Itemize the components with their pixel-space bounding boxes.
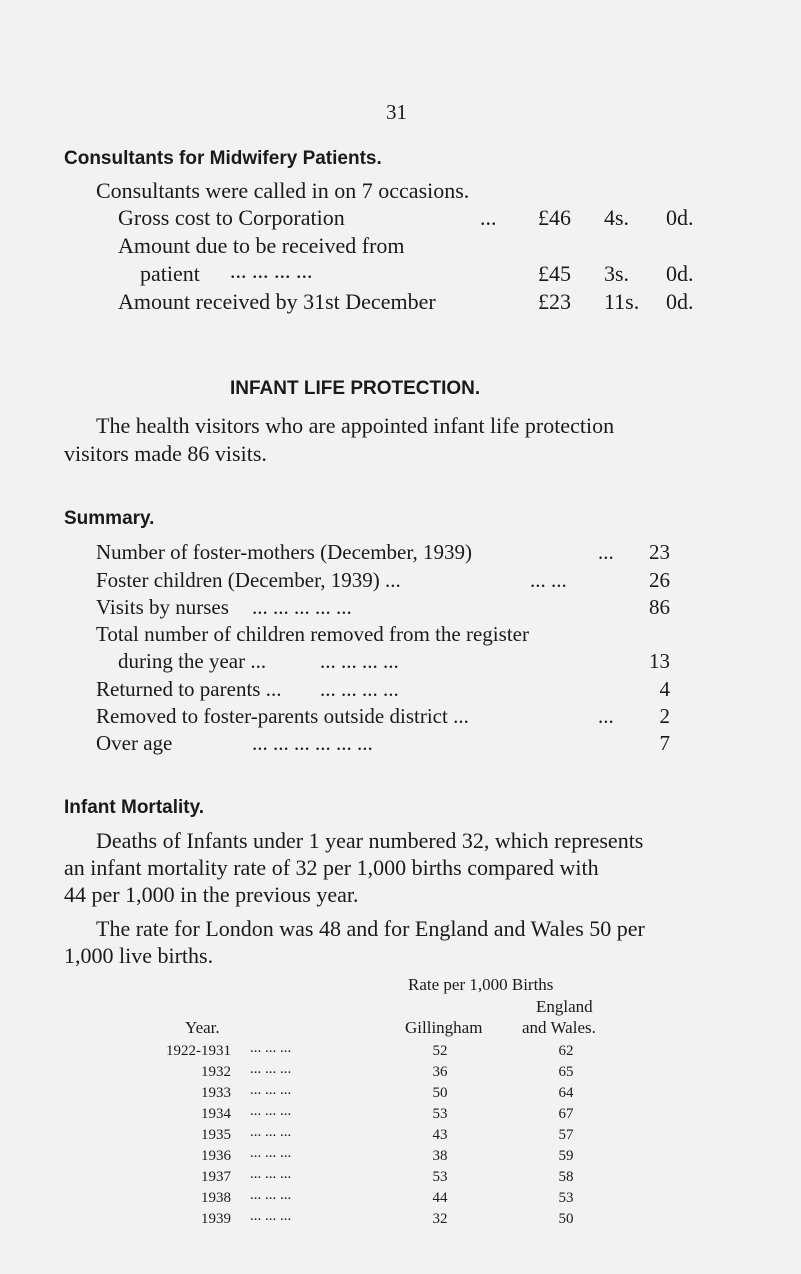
summary-label: Number of foster-mothers (December, 1939) [96,540,473,564]
cost-pence: 0d. [666,289,694,314]
summary-label: Foster children (December, 1939) ... [96,568,401,592]
summary-value: 26 [649,568,670,592]
consultants-heading: Consultants for Midwifery Patients. [64,148,382,169]
cost-pounds: £46 [538,205,571,230]
table-header-gillingham: Gillingham [405,1018,483,1037]
summary-dots: ... ... ... ... ... [252,595,352,619]
mortality-para1-line2: an infant mortality rate of 32 per 1,000 births compared with [64,855,599,880]
mortality-para1-line1: Deaths of Infants under 1 year numbered 32, which represents [96,828,644,853]
table-year: 1934 [201,1106,231,1122]
mortality-para1-line3: 44 per 1,000 in the previous year. [64,882,359,907]
summary-label: Over age [96,731,173,755]
table-england-value: 67 [558,1106,574,1122]
cost-pence: 0d. [666,261,694,286]
infant-life-para-line2: visitors made 86 visits. [64,441,267,466]
table-year: 1933 [201,1085,231,1101]
consultants-intro: Consultants were called in on 7 occasions. [96,178,470,203]
table-year: 1939 [201,1211,231,1227]
table-gillingham-value: 32 [432,1211,448,1227]
mortality-para2-line2: 1,000 live births. [64,943,214,968]
table-dots: ... ... ... [250,1187,292,1203]
summary-value: 13 [649,649,670,673]
summary-dots: ... ... ... ... [320,649,399,673]
table-gillingham-value: 44 [432,1190,448,1206]
table-gillingham-value: 36 [432,1064,448,1080]
table-gillingham-value: 43 [432,1127,448,1143]
cost-dots: ... ... ... ... [230,258,313,283]
table-dots: ... ... ... [250,1208,292,1224]
cost-pence: 0d. [666,205,694,230]
cost-pounds: £23 [538,289,571,314]
table-year: 1936 [201,1148,231,1164]
summary-value: 4 [659,677,670,701]
summary-value: 86 [649,595,670,619]
summary-label: Visits by nurses [96,595,229,619]
cost-label: Gross cost to Corporation [118,205,345,230]
table-england-value: 65 [558,1064,574,1080]
table-dots: ... ... ... [250,1124,292,1140]
table-gillingham-value: 38 [432,1148,448,1164]
infant-mortality-heading: Infant Mortality. [64,797,205,818]
table-england-value: 53 [558,1190,574,1206]
table-gillingham-value: 53 [432,1106,448,1122]
table-england-value: 64 [558,1085,574,1101]
table-header-year: Year. [185,1018,220,1037]
summary-label: Returned to parents ... [96,677,282,701]
table-dots: ... ... ... [250,1082,292,1098]
cost-pounds: £45 [538,261,571,286]
cost-shillings: 11s. [604,289,640,314]
summary-value: 2 [659,704,670,728]
summary-dots: ... [598,704,614,728]
summary-dots: ... ... ... ... ... ... [252,731,373,755]
table-dots: ... ... ... [250,1040,292,1056]
table-dots: ... ... ... [250,1166,292,1182]
table-england-value: 50 [558,1211,574,1227]
table-header-wales: and Wales. [522,1018,596,1037]
cost-shillings: 3s. [604,261,630,286]
table-england-value: 59 [558,1148,574,1164]
table-year: 1922-1931 [166,1043,231,1059]
table-year: 1938 [201,1190,231,1206]
table-gillingham-value: 50 [432,1085,448,1101]
page-number: 31 [386,100,407,124]
summary-heading: Summary. [64,508,155,529]
summary-dots: ... ... [530,568,567,592]
table-year: 1937 [201,1169,231,1185]
table-england-value: 57 [558,1127,574,1143]
summary-dots: ... [598,540,614,564]
table-gillingham-value: 52 [432,1043,448,1059]
cost-dots: ... [480,205,497,230]
summary-label: Removed to foster-parents outside district ... [96,704,469,728]
table-england-value: 62 [558,1043,574,1059]
table-year: 1935 [201,1127,231,1143]
mortality-para2-line1: The rate for London was 48 and for England and Wales 50 per [96,916,645,941]
summary-label: Total number of children removed from the register [96,622,529,646]
table-dots: ... ... ... [250,1061,292,1077]
infant-life-heading: INFANT LIFE PROTECTION. [230,378,481,399]
table-gillingham-value: 53 [432,1169,448,1185]
table-year: 1932 [201,1064,231,1080]
cost-label: Amount received by 31st December [118,289,436,314]
table-england-value: 58 [558,1169,574,1185]
summary-dots: ... ... ... ... [320,677,399,701]
summary-value: 7 [659,731,670,755]
cost-label: patient [140,261,200,286]
infant-life-para-line1: The health visitors who are appointed infant life protection [96,413,615,438]
table-header-rate: Rate per 1,000 Births [408,975,554,994]
cost-shillings: 4s. [604,205,630,230]
summary-label: during the year ... [118,649,267,673]
table-header-england: England [536,997,593,1016]
cost-label: Amount due to be received from [118,233,405,258]
table-dots: ... ... ... [250,1103,292,1119]
summary-value: 23 [649,540,670,564]
table-dots: ... ... ... [250,1145,292,1161]
